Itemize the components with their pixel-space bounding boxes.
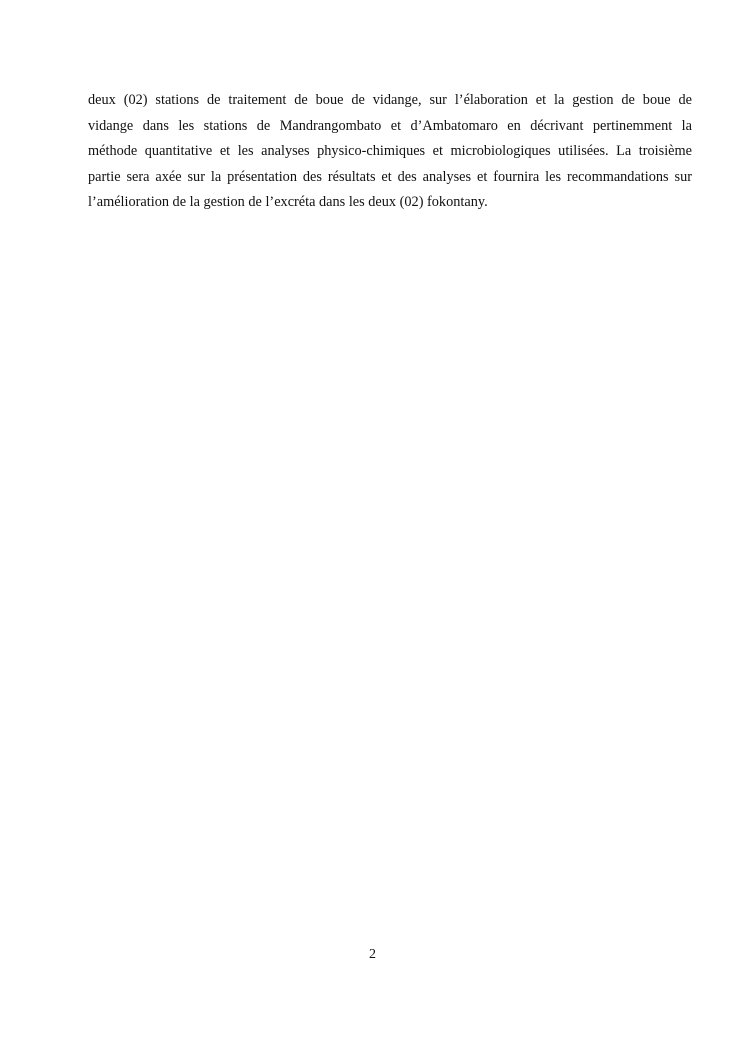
page-number: 2 [369, 947, 376, 962]
paragraph-line: l’amélioration de la gestion de l’excréta dans les deux (02) fokontany. [88, 194, 488, 211]
paragraph-line: vidange dans les stations de Mandrangombato et d’Ambatomaro en décrivant pertinemment la [88, 117, 692, 134]
paragraph-line: partie sera axée sur la présentation des résultats et des analyses et fournira les recommandations sur [88, 168, 692, 185]
body-paragraph [88, 88, 692, 216]
paragraph-line: deux (02) stations de traitement de boue de vidange, sur l’élaboration et la gestion de boue de [88, 92, 692, 108]
paragraph-line: méthode quantitative et les analyses physico-chimiques et microbiologiques utilisées. La troisième [88, 143, 692, 160]
